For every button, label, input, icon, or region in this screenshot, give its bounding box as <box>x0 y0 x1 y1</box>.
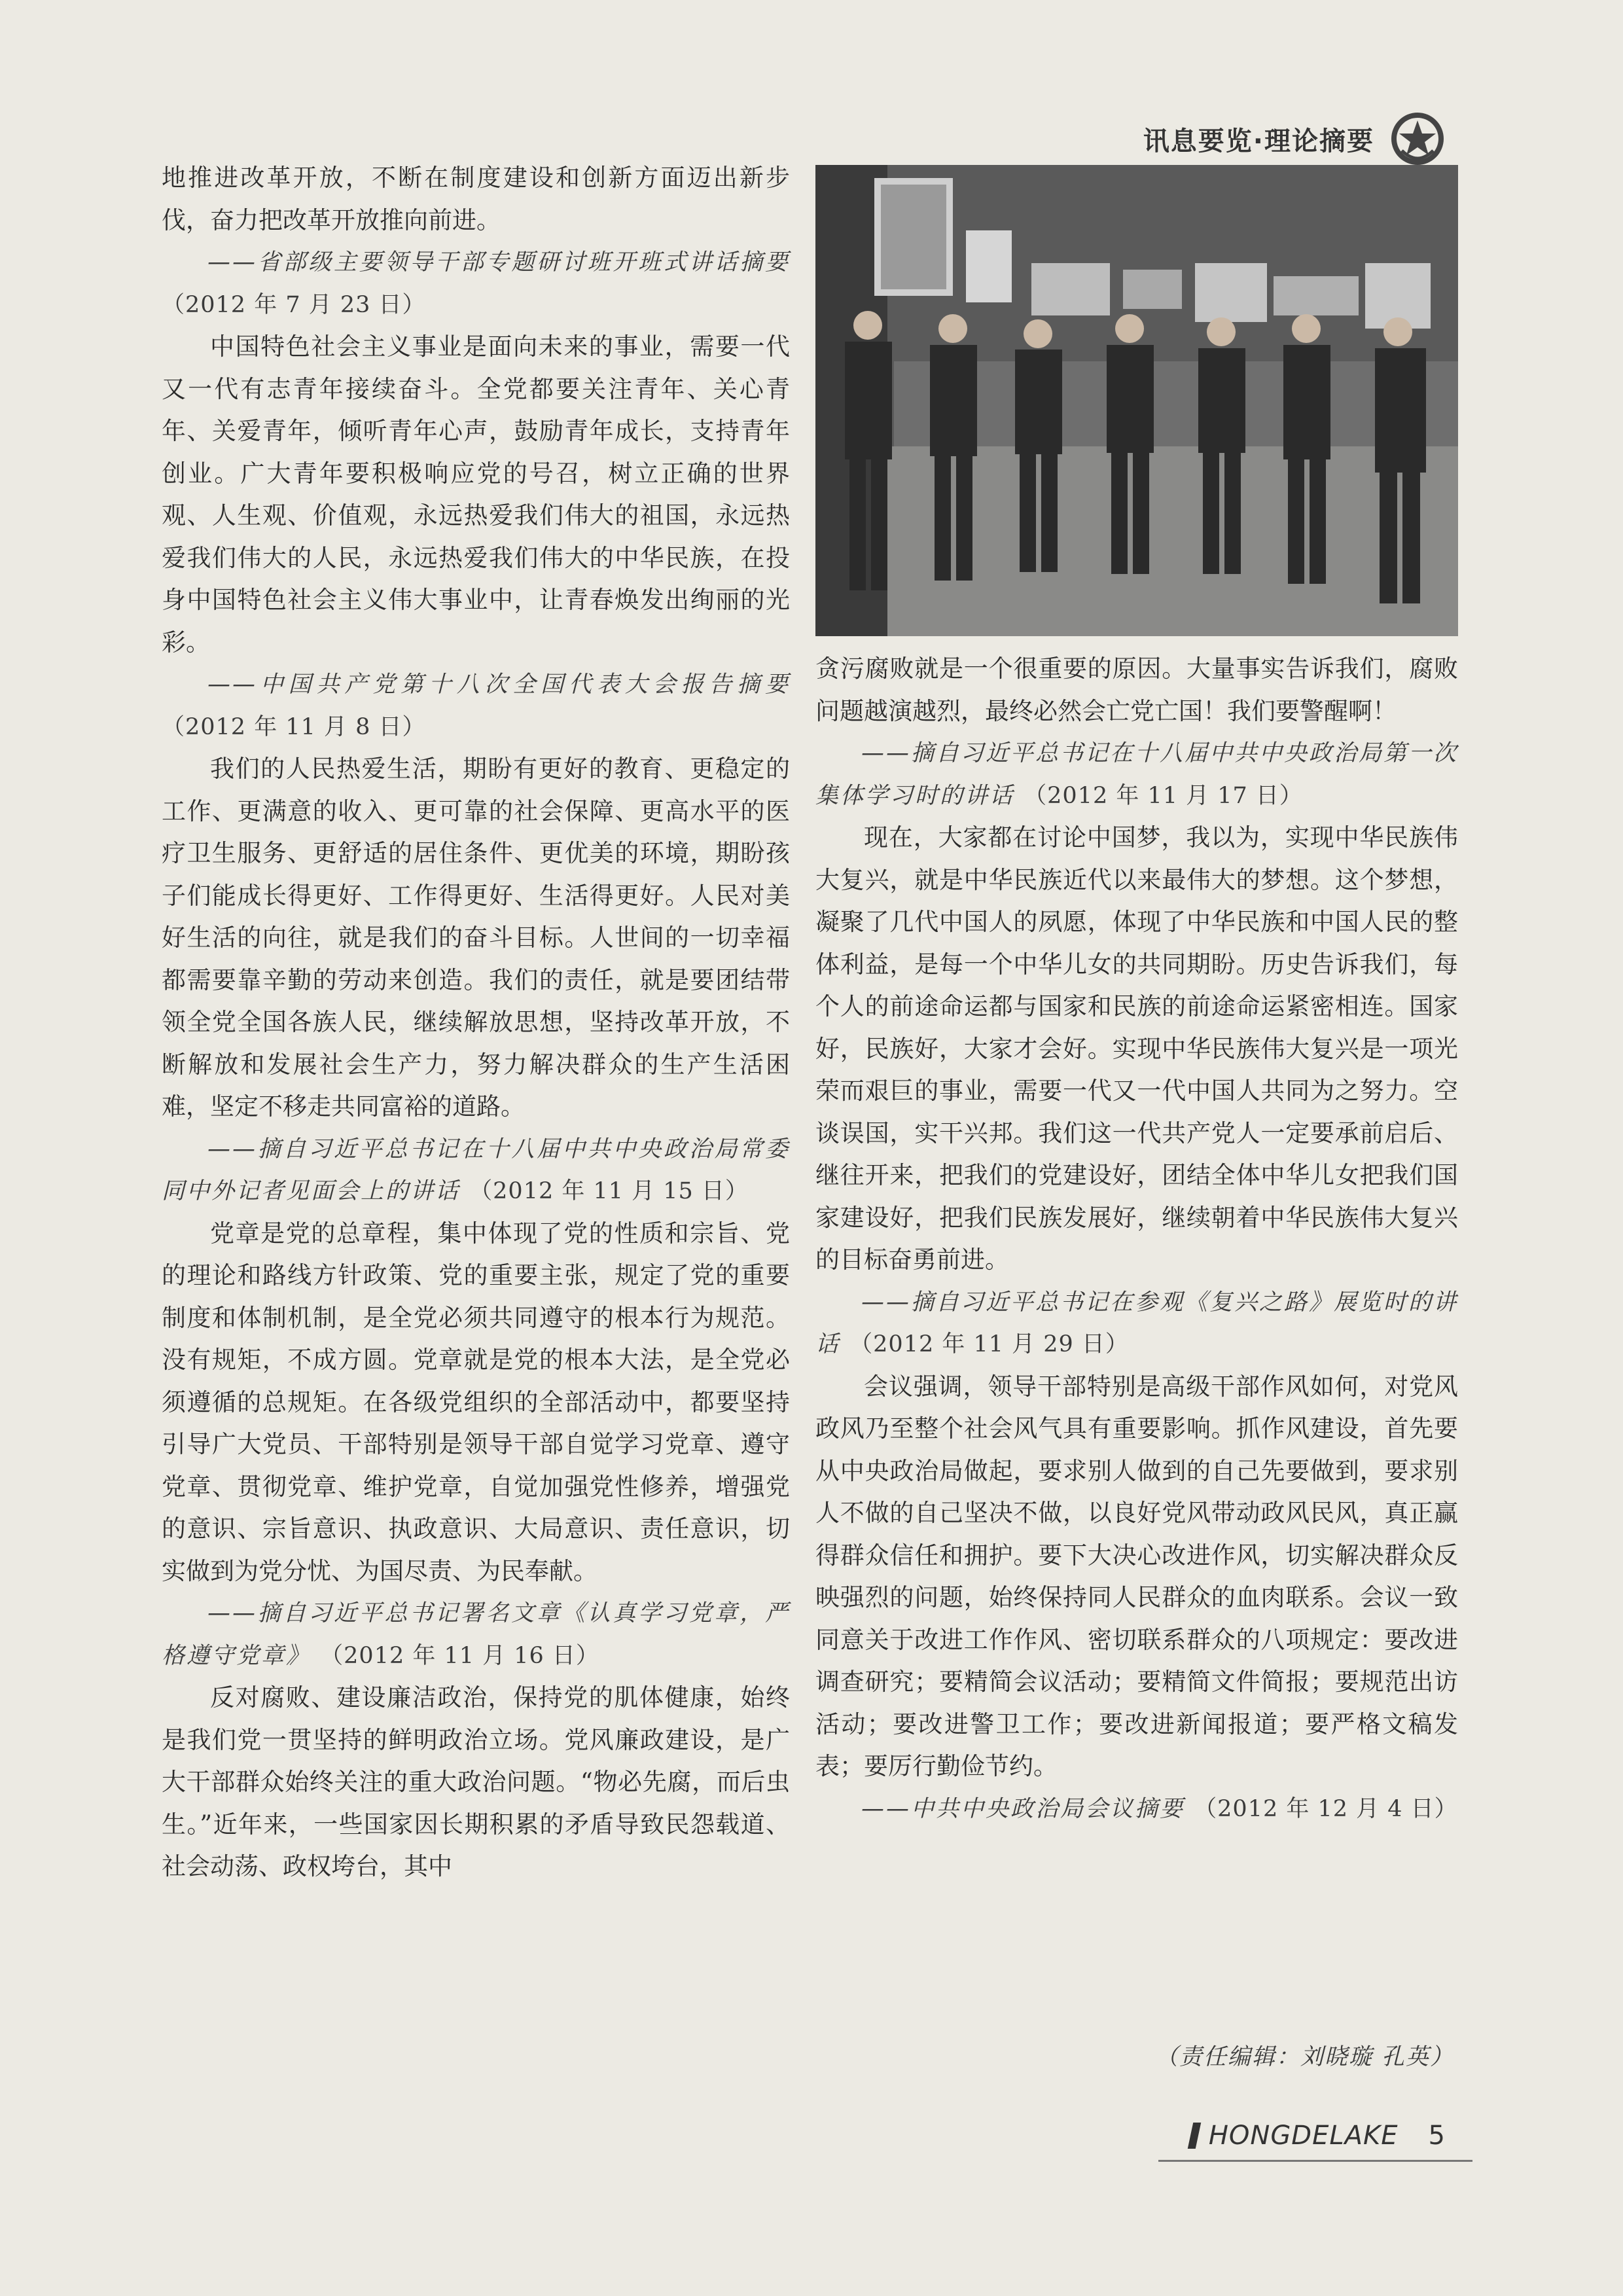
section-title: 讯息要览·理论摘要 <box>1143 126 1374 156</box>
source-date: （2012 年 12 月 4 日） <box>1194 1795 1458 1822</box>
paragraph: 会议强调，领导干部特别是高级干部作风如何，对党风政风乃至整个社会风气具有重要影响。抓作风建设，首先要从中央政治局做起，要求别人做到的自己先要做到，要求别人不做的自己坚决不做，以良好党风带动政风民风，真正赢得群众信任和拥护。要下大决心改进作风，切实解决群众反映强烈的问题，始终保持同人民群众的血肉联系。会议一致同意关于改进工作作风、密切联系群众的八项规定：要改进调查研究；要精简会议活动；要精简文件简报；要规范出访活动；要改进警卫工作；要改进新闻报道；要严格文稿发表；要厉行勤俭节约。 <box>815 1372 1458 1780</box>
footer-rule <box>1158 2160 1472 2162</box>
paragraph: 地推进改革开放，不断在制度建设和创新方面迈出新步伐，奋力把改革开放推向前进。 <box>162 164 790 234</box>
source-title: ——中共中央政治局会议摘要 <box>861 1795 1185 1822</box>
source-title: ——摘自习近平总书记在十八届中共中央政治局常委同中外记者见面会上的讲话 <box>162 1136 790 1204</box>
source-date: （2012 年 11 月 16 日） <box>320 1642 599 1669</box>
source-citation <box>815 1788 1458 1831</box>
source-citation <box>815 732 1458 817</box>
source-citation <box>162 242 790 326</box>
editor-credit: （责任编辑：刘晓璇 孔英） <box>1154 2044 1454 2070</box>
source-date: （2012 年 11 月 17 日） <box>1024 782 1303 809</box>
news-photo <box>815 165 1458 636</box>
page-footer <box>1190 2121 1445 2151</box>
paragraph: 我们的人民热爱生活，期盼有更好的教育、更稳定的工作、更满意的收入、更可靠的社会保障、更高水平的医疗卫生服务、更舒适的居住条件、更优美的环境，期盼孩子们能成长得更好、工作得更好、生活得更好。人民对美好生活的向往，就是我们的奋斗目标。人世间的一切幸福都需要靠辛勤的劳动来创造。我们的责任，就是要团结带领全党全国各族人民，继续解放思想，坚持改革开放，不断解放和发展社会生产力，努力解决群众的生产生活困难，坚定不移走共同富裕的道路。 <box>162 755 790 1121</box>
source-citation <box>162 664 790 748</box>
source-citation <box>815 1282 1458 1366</box>
footer-brand: HONGDELAKE <box>1208 2121 1399 2151</box>
paragraph: 中国特色社会主义事业是面向未来的事业，需要一代又一代有志青年接续奋斗。全党都要关注青年、关心青年、关爱青年，倾听青年心声，鼓励青年成长，支持青年创业。广大青年要积极响应党的号召，树立正确的世界观、人生观、价值观，永远热爱我们伟大的祖国，永远热爱我们伟大的人民，永远热爱我们伟大的中华民族，在投身中国特色社会主义伟大事业中，让青春焕发出绚丽的光彩。 <box>162 332 790 656</box>
source-title: ——中国共产党第十八次全国代表大会报告摘要 <box>207 672 790 698</box>
source-date: （2012 年 11 月 29 日） <box>849 1331 1129 1357</box>
source-citation <box>162 1128 790 1213</box>
paragraph: 反对腐败、建设廉洁政治，保持党的肌体健康，始终是我们党一贯坚持的鲜明政治立场。党风廉政建设，是广大干部群众始终关注的重大政治问题。“物必先腐，而后虫生。”近年来，一些国家因长期积累的矛盾导致民怨载道、社会动荡、政权垮台，其中 <box>162 1683 790 1880</box>
footer-bar-icon <box>1188 2123 1202 2149</box>
source-citation <box>162 1592 790 1677</box>
source-title: ——摘自习近平总书记在十八届中共中央政治局第一次集体学习时的讲话 <box>815 740 1459 809</box>
party-emblem-icon <box>1389 110 1446 168</box>
source-date: （2012 年 11 月 15 日） <box>469 1178 749 1204</box>
paragraph: 党章是党的总章程，集中体现了党的性质和宗旨、党的理论和路线方针政策、党的重要主张，规定了党的重要制度和体制机制，是全党必须共同遵守的根本行为规范。没有规矩，不成方圆。党章就是党的根本大法，是全党必须遵循的总规矩。在各级党组织的全部活动中，都要坚持引导广大党员、干部特别是领导干部自觉学习党章、遵守党章、贯彻党章、维护党章，自觉加强党性修养，增强党的意识、宗旨意识、执政意识、大局意识、责任意识，切实做到为党分忧、为国尽责、为民奉献。 <box>162 1219 790 1585</box>
section-header <box>1143 110 1446 168</box>
paragraph: 贪污腐败就是一个很重要的原因。大量事实告诉我们，腐败问题越演越烈，最终必然会亡党亡国！我们要警醒啊！ <box>815 655 1458 725</box>
source-date: （2012 年 11 月 8 日） <box>162 713 426 740</box>
right-column <box>815 648 1458 1830</box>
left-column <box>162 157 790 1888</box>
page-number: 5 <box>1428 2121 1445 2151</box>
source-title: ——省部级主要领导干部专题研讨班开班式讲话摘要 <box>207 249 790 276</box>
source-date: （2012 年 7 月 23 日） <box>162 291 426 318</box>
source-title: ——摘自习近平总书记署名文章《认真学习党章，严格遵守党章》 <box>162 1600 790 1669</box>
paragraph: 现在，大家都在讨论中国梦，我以为，实现中华民族伟大复兴，就是中华民族近代以来最伟大的梦想。这个梦想，凝聚了几代中国人的夙愿，体现了中华民族和中国人民的整体利益，是每一个中华儿女的共同期盼。历史告诉我们，每个人的前途命运都与国家和民族的前途命运紧密相连。国家好，民族好，大家才会好。实现中华民族伟大复兴是一项光荣而艰巨的事业，需要一代又一代中国人共同为之努力。空谈误国，实干兴邦。我们这一代共产党人一定要承前启后、继往开来，把我们的党建设好，团结全体中华儿女把我们国家建设好，把我们民族发展好，继续朝着中华民族伟大复兴的目标奋勇前进。 <box>815 823 1458 1274</box>
source-title: ——摘自习近平总书记在参观《复兴之路》展览时的讲话 <box>815 1289 1459 1357</box>
